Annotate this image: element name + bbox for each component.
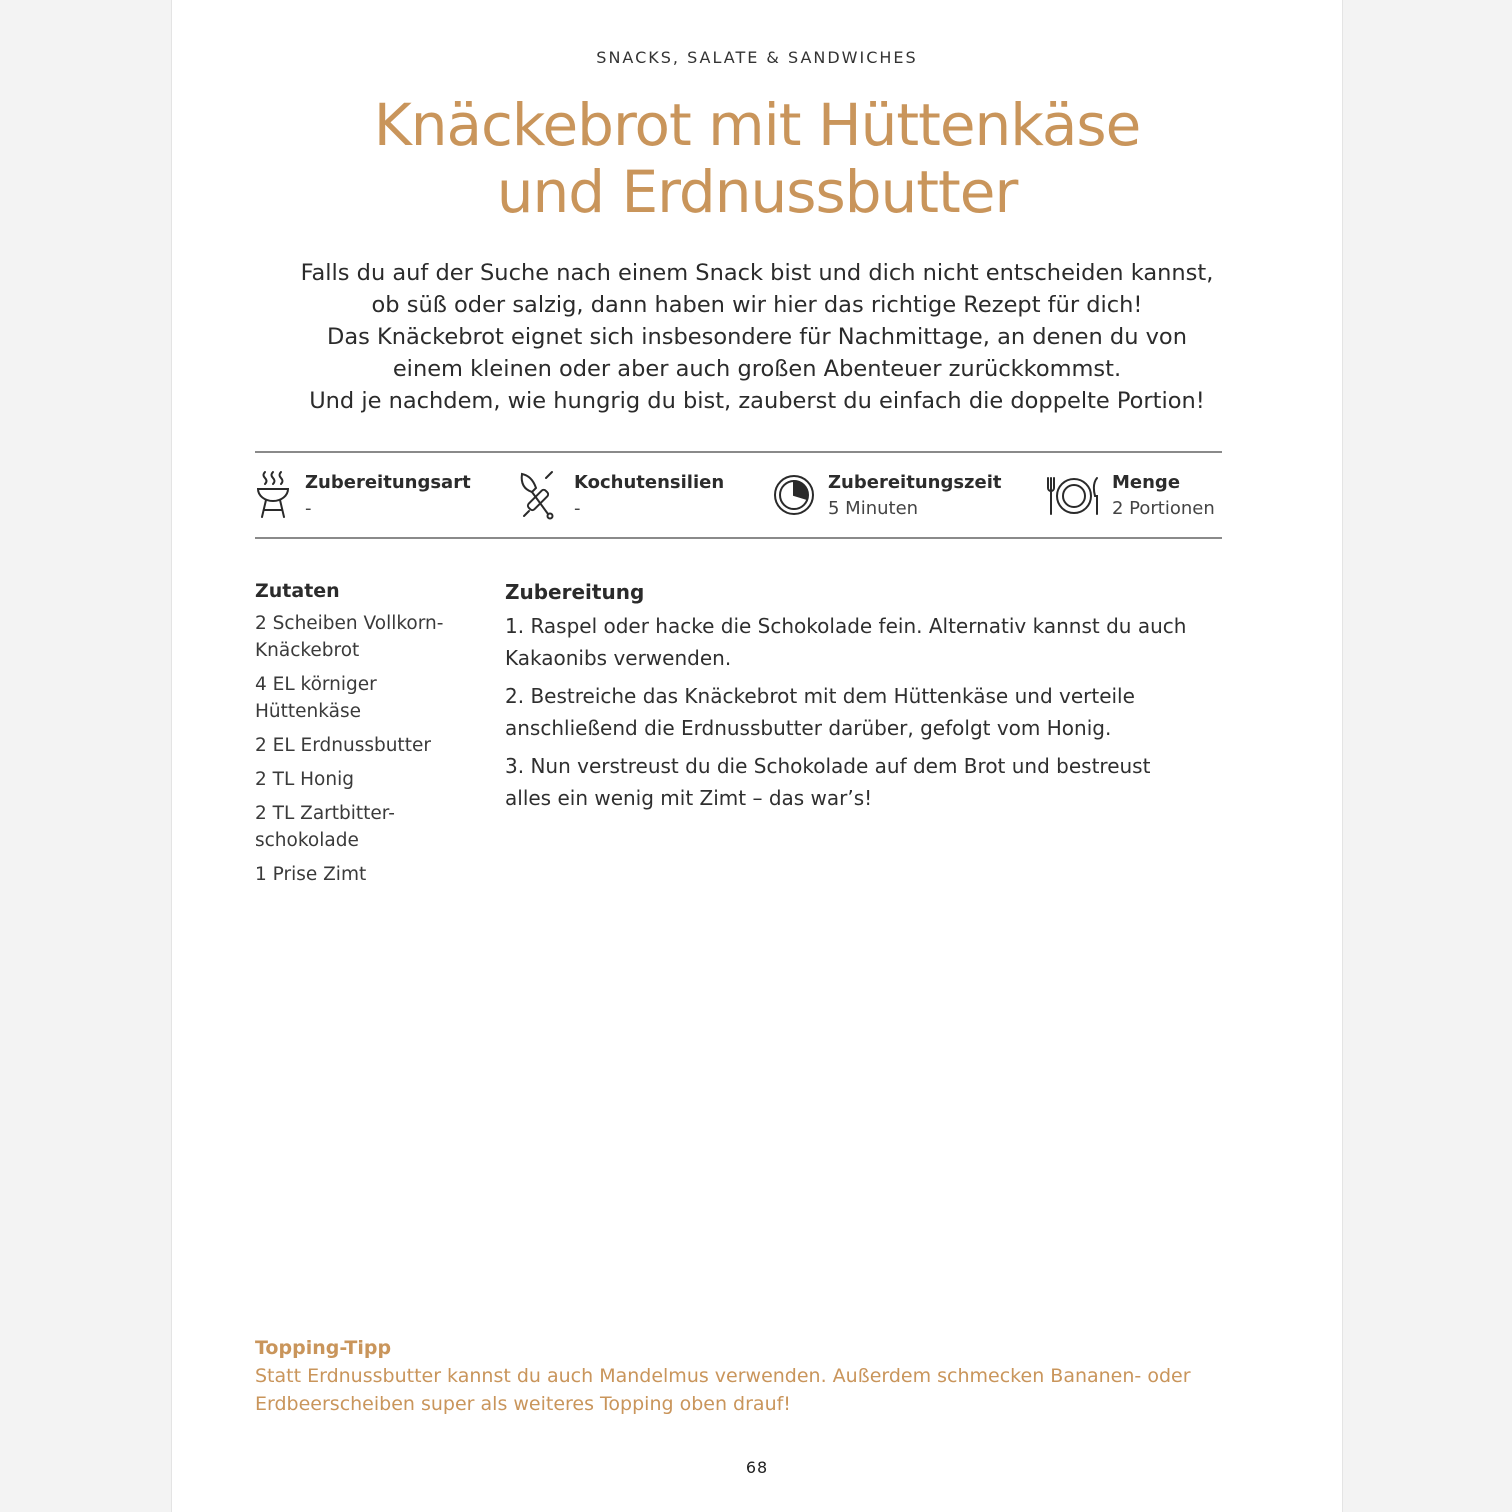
step-line: alles ein wenig mit Zimt – das war’s! [505, 786, 873, 810]
timer-icon [772, 470, 816, 524]
list-item-line: Hüttenkäse [255, 701, 361, 722]
list-item [255, 766, 475, 793]
tip-text [255, 1362, 1255, 1418]
step-item [505, 610, 1235, 674]
utensils-icon [516, 470, 562, 524]
meta-preparation-method [255, 470, 485, 526]
meta-preparation-time [772, 470, 1012, 526]
plate-icon [1046, 470, 1102, 524]
list-item-line: 4 EL körniger [255, 674, 377, 695]
recipe-title [172, 92, 1342, 226]
recipe-page [171, 0, 1343, 1512]
list-item-line: Knäckebrot [255, 640, 360, 661]
ingredients-heading: Zutaten [255, 580, 340, 602]
section-label: SNACKS, SALATE & SANDWICHES [596, 48, 918, 67]
recipe-title-line: und Erdnussbutter [496, 158, 1018, 226]
page-number: 68 [745, 1458, 769, 1477]
topping-tip [255, 1334, 1255, 1418]
intro-line: einem kleinen oder aber auch großen Abenteuer zurückkommst. [392, 356, 1122, 382]
intro-line: Und je nachdem, wie hungrig du bist, zauberst du einfach die doppelte Portion! [309, 388, 1205, 414]
step-line: Kakaonibs verwenden. [505, 646, 732, 670]
list-item [255, 671, 475, 725]
grill-icon [255, 470, 291, 524]
divider-top [255, 451, 1222, 453]
list-item [255, 610, 475, 664]
tip-line: Erdbeerscheiben super als weiteres Topping oben drauf! [255, 1393, 791, 1415]
intro-text [212, 257, 1302, 417]
list-item [255, 861, 475, 888]
list-item-line: 2 EL Erdnussbutter [255, 735, 431, 756]
tip-title: Topping-Tipp [255, 1337, 392, 1359]
meta-label: Zubereitungsart [305, 472, 471, 493]
meta-label: Zubereitungszeit [828, 472, 1002, 493]
step-line: 1. Raspel oder hacke die Schokolade fein. Alternativ kannst du auch [505, 614, 1187, 638]
meta-label: Kochutensilien [574, 472, 725, 493]
meta-servings [1046, 470, 1226, 526]
list-item-line: 2 TL Zartbitter- [255, 803, 395, 824]
preparation-heading: Zubereitung [505, 580, 645, 604]
step-line: 2. Bestreiche das Knäckebrot mit dem Hüttenkäse und verteile [505, 684, 1135, 708]
ingredients-list [255, 580, 475, 895]
list-item [255, 732, 475, 759]
step-item [505, 750, 1235, 814]
meta-value: - [574, 498, 581, 519]
meta-utensils [516, 470, 736, 526]
list-item-line: 2 TL Honig [255, 769, 354, 790]
divider-bottom [255, 537, 1222, 539]
meta-value: - [305, 498, 312, 519]
meta-label: Menge [1112, 472, 1181, 493]
list-item [255, 800, 475, 854]
meta-value: 5 Minuten [828, 498, 919, 519]
step-item [505, 680, 1235, 744]
list-item-line: 2 Scheiben Vollkorn- [255, 613, 444, 634]
step-line: anschließend die Erdnussbutter darüber, gefolgt vom Honig. [505, 716, 1112, 740]
recipe-title-line: Knäckebrot mit Hüttenkäse [373, 91, 1141, 159]
preparation-steps [505, 580, 1235, 820]
intro-line: ob süß oder salzig, dann haben wir hier das richtige Rezept für dich! [371, 292, 1143, 318]
tip-line: Statt Erdnussbutter kannst du auch Mandelmus verwenden. Außerdem schmecken Bananen- oder [255, 1365, 1191, 1387]
list-item-line: 1 Prise Zimt [255, 864, 367, 885]
step-line: 3. Nun verstreust du die Schokolade auf dem Brot und bestreust [505, 754, 1151, 778]
meta-value: 2 Portionen [1112, 498, 1215, 519]
intro-line: Das Knäckebrot eignet sich insbesondere für Nachmittage, an denen du von [327, 324, 1187, 350]
list-item-line: schokolade [255, 830, 359, 851]
intro-line: Falls du auf der Suche nach einem Snack bist und dich nicht entscheiden kannst, [300, 260, 1214, 286]
